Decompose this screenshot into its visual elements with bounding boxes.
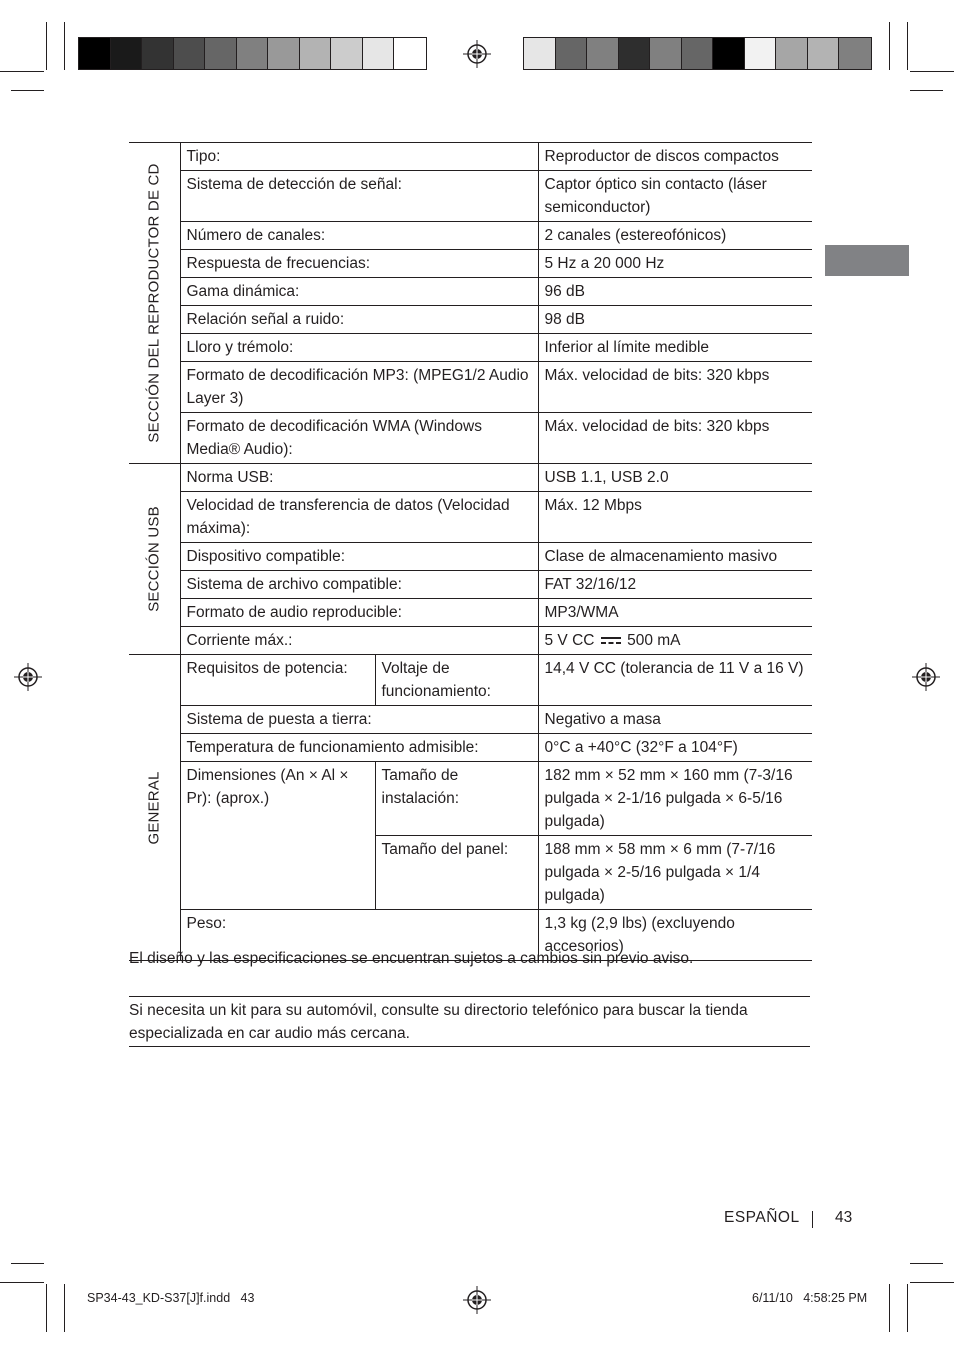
spec-value: Máx. velocidad de bits: 320 kbps: [538, 362, 812, 413]
current-amperage: 500 mA: [627, 632, 681, 649]
table-row: [129, 706, 812, 734]
color-swatch: [363, 38, 395, 69]
spec-label: Respuesta de frecuencias:: [180, 250, 538, 278]
color-swatch: [394, 38, 426, 69]
color-swatch: [142, 38, 174, 69]
table-row: [129, 599, 812, 627]
table-row: [129, 413, 812, 464]
kit-note: Si necesita un kit para su automóvil, consulte su directorio telefónico para buscar la tienda especializada en car audio más cercana.: [129, 1002, 748, 1042]
color-swatch: [111, 38, 143, 69]
crop-mark: [64, 22, 65, 70]
spec-value: MP3/WMA: [538, 599, 812, 627]
divider: [129, 996, 810, 997]
spec-label: Relación señal a ruido:: [180, 306, 538, 334]
spec-sublabel: Tamaño de instalación:: [375, 762, 538, 836]
table-row: [129, 543, 812, 571]
language-tab-marker: [825, 245, 909, 276]
spec-value: Máx. velocidad de bits: 320 kbps: [538, 413, 812, 464]
spec-value: 1,3 kg (2,9 lbs) (excluyendo accesorios): [538, 910, 812, 961]
spec-sublabel: Tamaño del panel:: [375, 836, 538, 910]
spec-value: 96 dB: [538, 278, 812, 306]
page-number: 43: [835, 1209, 853, 1226]
spec-sublabel: Voltaje de funcionamiento:: [375, 655, 538, 706]
color-swatch: [524, 38, 556, 69]
crop-mark: [11, 90, 44, 91]
color-swatch: [331, 38, 363, 69]
spec-label: Número de canales:: [180, 222, 538, 250]
crop-mark: [64, 1284, 65, 1332]
spec-label: Velocidad de transferencia de datos (Velocidad máxima):: [180, 492, 538, 543]
footer-language: ESPAÑOL: [724, 1209, 800, 1226]
table-row: [129, 222, 812, 250]
crop-mark: [907, 22, 908, 70]
spec-label: Corriente máx.:: [180, 627, 538, 655]
table-row: [129, 306, 812, 334]
slug-filename: SP34-43_KD-S37[J]f.indd 43: [87, 1291, 255, 1305]
spec-value: Captor óptico sin contacto (láser semiconductor): [538, 171, 812, 222]
color-swatch: [79, 38, 111, 69]
spec-value: 2 canales (estereofónicos): [538, 222, 812, 250]
crop-mark: [907, 1284, 908, 1332]
spec-label: Sistema de archivo compatible:: [180, 571, 538, 599]
spec-label: Sistema de puesta a tierra:: [180, 706, 538, 734]
color-calibration-bar-right: [523, 37, 872, 70]
crop-mark: [11, 1263, 44, 1264]
spec-value: Negativo a masa: [538, 706, 812, 734]
spec-label: Dimensiones (An × Al × Pr): (aprox.): [180, 762, 375, 910]
crop-mark: [0, 1282, 44, 1283]
spec-label: Tipo:: [180, 143, 538, 171]
spec-value: Inferior al límite medible: [538, 334, 812, 362]
section-header-general: [129, 655, 180, 961]
crop-mark: [910, 1263, 943, 1264]
crop-mark: [889, 22, 890, 70]
color-swatch: [619, 38, 651, 69]
spec-value: 5 Hz a 20 000 Hz: [538, 250, 812, 278]
table-row: [129, 362, 812, 413]
color-calibration-bar-left: [78, 37, 427, 70]
registration-mark-icon: [463, 1286, 491, 1314]
spec-value: Clase de almacenamiento masivo: [538, 543, 812, 571]
color-swatch: [650, 38, 682, 69]
crop-mark: [889, 1284, 890, 1332]
spec-label: Lloro y trémolo:: [180, 334, 538, 362]
table-row: [129, 492, 812, 543]
color-swatch: [587, 38, 619, 69]
color-swatch: [205, 38, 237, 69]
table-row: [129, 143, 812, 171]
spec-value: [538, 627, 812, 655]
crop-mark: [0, 71, 44, 72]
table-row: [129, 571, 812, 599]
color-swatch: [839, 38, 871, 69]
spec-label: Gama dinámica:: [180, 278, 538, 306]
spec-value: 0°C a +40°C (32°F a 104°F): [538, 734, 812, 762]
current-voltage: 5 V CC: [544, 632, 595, 649]
spec-label: Formato de decodificación MP3: (MPEG1/2 Audio Layer 3): [180, 362, 538, 413]
spec-value: Máx. 12 Mbps: [538, 492, 812, 543]
spec-label: Formato de decodificación WMA (Windows Media® Audio):: [180, 413, 538, 464]
color-swatch: [556, 38, 588, 69]
spec-value: 188 mm × 58 mm × 6 mm (7-7/16 pulgada × 2-5/16 pulgada × 1/4 pulgada): [538, 836, 812, 910]
color-swatch: [174, 38, 206, 69]
disclaimer-note: El diseño y las especificaciones se encuentran sujetos a cambios sin previo aviso.: [129, 950, 694, 967]
crop-mark: [910, 90, 943, 91]
crop-mark: [46, 22, 47, 70]
footer-separator: [812, 1211, 813, 1228]
spec-label: Formato de audio reproducible:: [180, 599, 538, 627]
section-title: GENERAL: [145, 770, 163, 845]
registration-mark-icon: [14, 663, 42, 691]
section-header-usb: [129, 464, 180, 655]
spec-label: Requisitos de potencia:: [180, 655, 375, 706]
section-title: SECCIÓN DEL REPRODUCTOR DE CD: [145, 163, 163, 443]
color-swatch: [776, 38, 808, 69]
dc-symbol-icon: [601, 636, 621, 646]
color-swatch: [268, 38, 300, 69]
table-row: [129, 171, 812, 222]
spec-label: Norma USB:: [180, 464, 538, 492]
specifications-table: [129, 142, 812, 961]
crop-mark: [910, 71, 954, 72]
color-swatch: [682, 38, 714, 69]
color-swatch: [237, 38, 269, 69]
table-row: [129, 464, 812, 492]
color-swatch: [713, 38, 745, 69]
slug-timestamp: 6/11/10 4:58:25 PM: [752, 1291, 868, 1305]
table-row: [129, 762, 812, 836]
table-row: [129, 334, 812, 362]
spec-value: USB 1.1, USB 2.0: [538, 464, 812, 492]
table-row: [129, 655, 812, 706]
registration-mark-icon: [463, 40, 491, 68]
table-row: [129, 627, 812, 655]
section-header-cd: [129, 143, 180, 464]
spec-value: 182 mm × 52 mm × 160 mm (7-3/16 pulgada × 2-1/16 pulgada × 6-5/16 pulgada): [538, 762, 812, 836]
spec-value: Reproductor de discos compactos: [538, 143, 812, 171]
registration-mark-icon: [912, 663, 940, 691]
color-swatch: [300, 38, 332, 69]
crop-mark: [46, 1284, 47, 1332]
section-title: SECCIÓN USB: [145, 506, 163, 612]
divider: [129, 1046, 810, 1047]
table-row: [129, 278, 812, 306]
spec-label: Sistema de detección de señal:: [180, 171, 538, 222]
spec-label: Temperatura de funcionamiento admisible:: [180, 734, 538, 762]
color-swatch: [745, 38, 777, 69]
spec-value: 14,4 V CC (tolerancia de 11 V a 16 V): [538, 655, 812, 706]
spec-value: 98 dB: [538, 306, 812, 334]
spec-label: Dispositivo compatible:: [180, 543, 538, 571]
table-row: [129, 734, 812, 762]
crop-mark: [910, 1282, 954, 1283]
color-swatch: [808, 38, 840, 69]
spec-value: FAT 32/16/12: [538, 571, 812, 599]
spec-label: Peso:: [180, 910, 538, 961]
table-row: [129, 250, 812, 278]
